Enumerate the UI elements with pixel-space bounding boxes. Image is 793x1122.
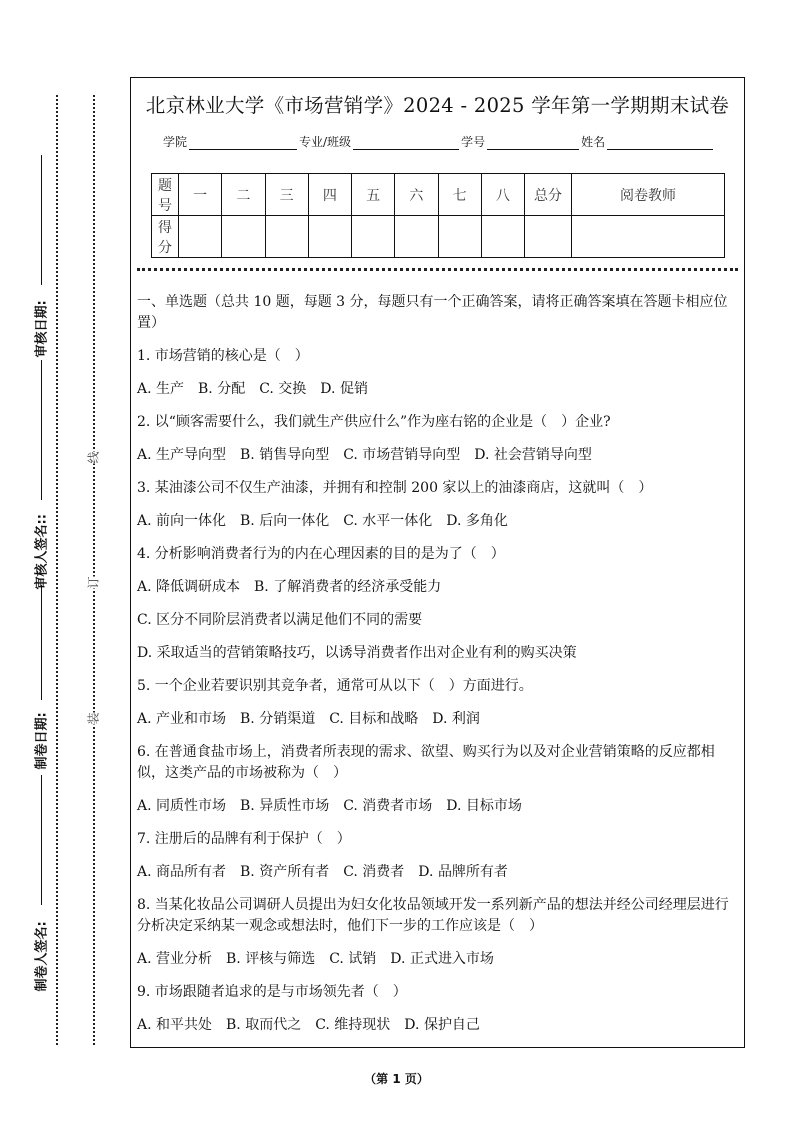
score-cell[interactable] [481, 216, 524, 258]
question-stem: 5. 一个企业若要识别其竞争者，通常可从以下（ ）方面进行。 [137, 678, 533, 694]
binding-dotted-line-inner [93, 95, 95, 1045]
question-stem: 6. 在普通食盐市场上，消费者所表现的需求、欲望、购买行为以及对企业营销策略的反应都相似，这类产品的市场被称为（ ） [137, 744, 715, 781]
question-options: A. 商品所有者 B. 资产所有者 C. 消费者 D. 品牌所有者 [137, 864, 508, 880]
score-cell[interactable] [395, 216, 438, 258]
question-stem: 9. 市场跟随者追求的是与市场领先者（ ） [137, 984, 407, 1000]
question-options: A. 生产 B. 分配 C. 交换 D. 促销 [137, 381, 368, 397]
col-3: 三 [265, 174, 308, 216]
col-2: 二 [222, 174, 265, 216]
question-options: A. 产业和市场 B. 分销渠道 C. 目标和战略 D. 利润 [137, 711, 480, 727]
binding-dotted-line-outer [56, 95, 58, 1045]
compiler-signature-line [41, 775, 42, 905]
col-6: 六 [395, 174, 438, 216]
score-table [151, 173, 725, 258]
score-cell[interactable] [308, 216, 351, 258]
question-stem: 3. 某油漆公司不仅生产油漆，并拥有和控制 200 家以上的油漆商店，这就叫（ ） [137, 480, 653, 496]
score-cell[interactable] [222, 216, 265, 258]
reviewer-signature-line [41, 360, 42, 500]
question-stem: 1. 市场营销的核心是（ ） [137, 348, 309, 364]
score-cell[interactable] [265, 216, 308, 258]
row-label-score: 得分 [152, 216, 179, 258]
score-cell[interactable] [179, 216, 222, 258]
question-stem: 7. 注册后的品牌有利于保护（ ） [137, 831, 351, 847]
question-number-row [152, 174, 725, 216]
row-label-question-number: 题号 [152, 174, 179, 216]
score-cell[interactable] [525, 216, 572, 258]
question-stem: 8. 当某化妆品公司调研人员提出为妇女化妆品领域开发一系列新产品的想法并经公司经理层进行分析决定采纳某一观念或想法时，他们下一步的工作应该是（ ） [137, 897, 729, 934]
score-cell[interactable] [572, 216, 725, 258]
student-id-label: 学号 [461, 135, 486, 149]
question-options: A. 同质性市场 B. 异质性市场 C. 消费者市场 D. 目标市场 [137, 798, 522, 814]
col-grader: 阅卷教师 [572, 174, 725, 216]
question-options: A. 前向一体化 B. 后向一体化 C. 水平一体化 D. 多角化 [137, 513, 508, 529]
col-7: 七 [438, 174, 481, 216]
question-options: A. 生产导向型 B. 销售导向型 C. 市场营销导向型 D. 社会营销导向型 [137, 447, 592, 463]
exam-title: 北京林业大学《市场营销学》2024 - 2025 学年第一学期期末试卷 [145, 94, 730, 117]
question-options: A. 和平共处 B. 取而代之 C. 维持现状 D. 保护自己 [137, 1017, 480, 1033]
binding-char-xian: 线 [83, 451, 104, 463]
binding-char-ding: 订 [83, 576, 104, 588]
binding-char-zhuang: 装 [83, 712, 104, 724]
name-label: 姓名 [581, 135, 606, 149]
major-class-label: 专业/班级 [299, 135, 352, 149]
question-options: D. 采取适当的营销策略技巧，以诱导消费者作出对企业有利的购买决策 [137, 645, 577, 661]
score-cell[interactable] [352, 216, 395, 258]
reviewer-signature-label: 审核人签名:: [34, 514, 50, 590]
cut-line [137, 268, 738, 271]
major-class-field[interactable] [353, 137, 459, 150]
college-label: 学院 [163, 135, 188, 149]
page-number: （第 1 页） [364, 1072, 429, 1086]
score-cell[interactable] [438, 216, 481, 258]
section-heading: 一、单选题（总共 10 题，每题 3 分，每题只有一个正确答案，请将正确答案填在答题卡相应位置） [137, 294, 728, 331]
question-list [137, 292, 740, 1048]
question-stem: 4. 分析影响消费者行为的内在心理因素的目的是为了（ ） [137, 546, 505, 562]
college-field[interactable] [189, 137, 297, 150]
question-options: A. 降低调研成本 B. 了解消费者的经济承受能力 [137, 579, 442, 595]
col-4: 四 [308, 174, 351, 216]
col-1: 一 [179, 174, 222, 216]
review-date-line [41, 155, 42, 285]
question-options: A. 营业分析 B. 评核与筛选 C. 试销 D. 正式进入市场 [137, 951, 494, 967]
question-stem: 2. 以“顾客需要什么，我们就生产供应什么”作为座右铭的企业是（ ）企业? [137, 414, 611, 430]
question-options: C. 区分不同阶层消费者以满足他们不同的需要 [137, 612, 423, 628]
student-id-field[interactable] [487, 137, 579, 150]
review-date-label: 审核日期: [34, 300, 50, 358]
compile-date-label: 制卷日期: [34, 712, 50, 770]
col-5: 五 [352, 174, 395, 216]
compile-date-line [41, 585, 42, 700]
col-total: 总分 [525, 174, 572, 216]
exam-frame [130, 77, 745, 1048]
score-row [152, 216, 725, 258]
name-field[interactable] [607, 137, 713, 150]
student-info-line [163, 133, 715, 150]
compiler-signature-label: 制卷人签名: [34, 921, 50, 992]
col-8: 八 [481, 174, 524, 216]
